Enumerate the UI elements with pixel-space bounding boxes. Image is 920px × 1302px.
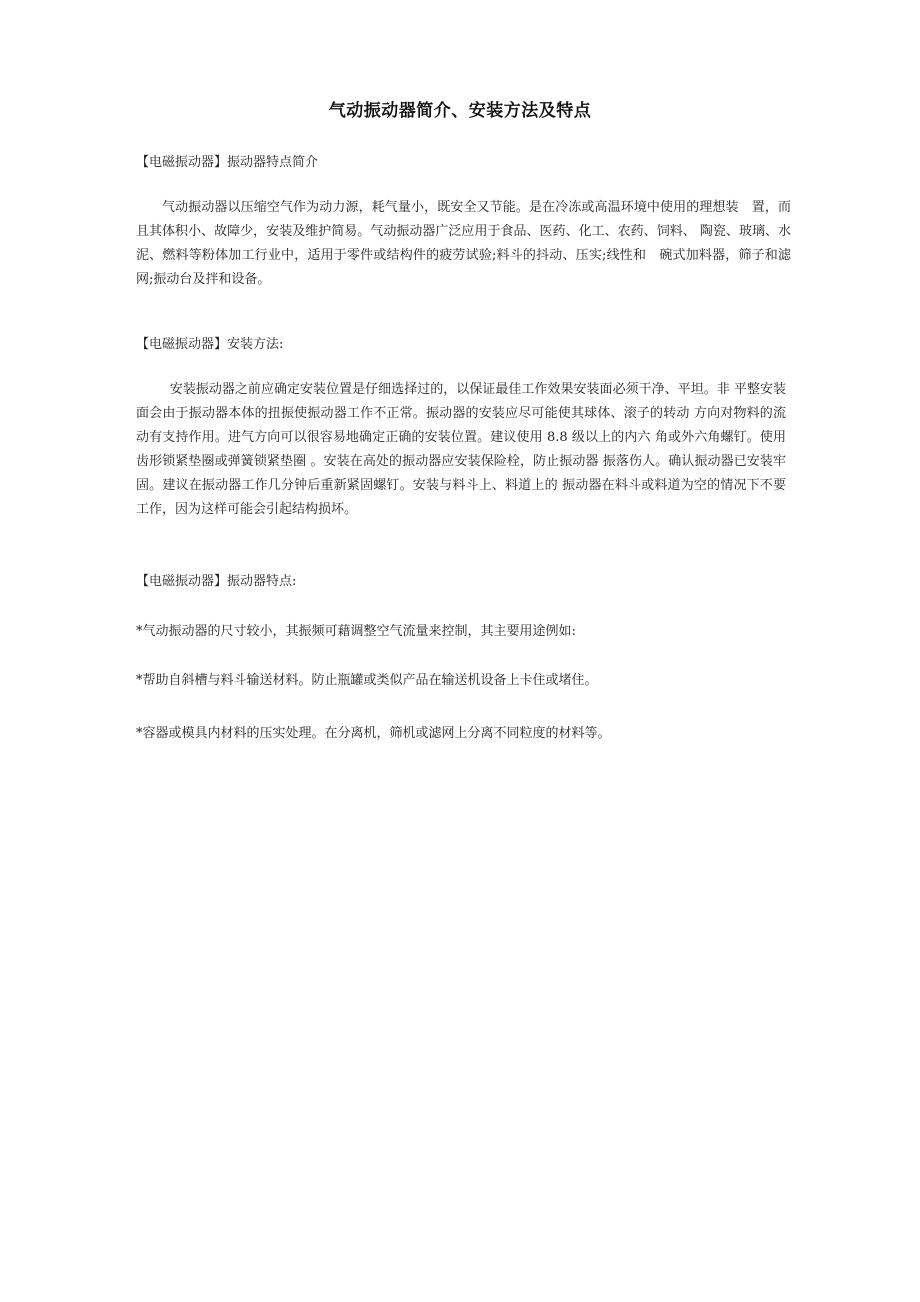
- page-title: 气动振动器简介、安装方法及特点: [328, 101, 592, 121]
- paragraph-install: 安装振动器之前应确定安装位置是仔细选择过的，以保证最佳工作效果安装面必须干净、平坦。非 平整安装面会由于振动器本体的扭振使振动器工作不正常。振动器的安装应尽可能使其球体、滚子的转动 方向对物料的流动有支持作用。进气方向可以很容易地确定正确的安装位置。建议使用 8.8 级以上的内六 角或外六角螺钉。使用齿形锁紧垫圈或弹簧锁紧垫圈 。安装在高处的振动器应安装保险栓，防止振动器 振落伤人。确认振动器已安装牢固。建议在振动器工作几分钟后重新紧固螺钉。安装与料斗上、料道上的 振动器在料斗或料道为空的情况下不要工作，因为这样可能会引起结构损坏。: [136, 382, 786, 517]
- feature-bullet-2: *帮助自斜槽与料斗输送材料。防止瓶罐或类似产品在输送机设备上卡住或堵住。: [136, 673, 598, 688]
- feature-bullet-1: *气动振动器的尺寸较小，其振频可藉调整空气流量来控制，其主要用途例如:: [136, 624, 576, 639]
- paragraph-intro: 气动振动器以压缩空气作为动力源，耗气量小，既安全又节能。是在冷冻或高温环境中使用的理想装 置，而且其体积小、故障少，安装及维护简易。气动振动器广泛应用于食品、医药、化工、农药、饲料、 陶瓷、玻璃、水泥、燃料等粉体加工行业中，适用于零件或结构件的疲劳试验;料斗的抖动、压实;线性和 碗式加料器，筛子和滤网;振动台及拌和设备。: [136, 200, 791, 287]
- section-heading-install: 【电磁振动器】安装方法:: [136, 337, 284, 352]
- feature-bullet-3: *容器或模具内材料的压实处理。在分离机，筛机或滤网上分离不同粒度的材料等。: [136, 726, 611, 741]
- section-heading-features: 【电磁振动器】振动器特点:: [136, 574, 297, 589]
- section-heading-intro: 【电磁振动器】振动器特点简介: [136, 155, 319, 170]
